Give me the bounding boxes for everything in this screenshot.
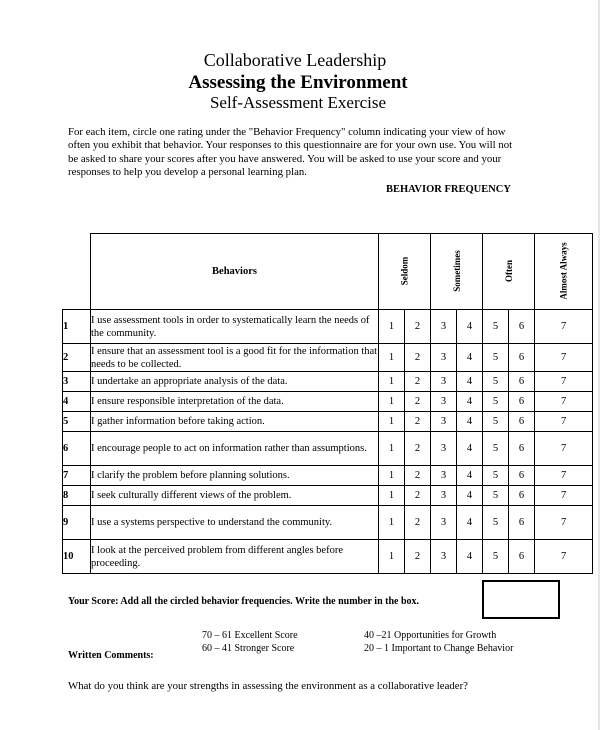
rating-option-2[interactable]: 2 (405, 432, 431, 466)
rating-option-1[interactable]: 1 (379, 506, 405, 540)
rating-option-3[interactable]: 3 (431, 412, 457, 432)
rating-option-6[interactable]: 6 (509, 392, 535, 412)
table-row (63, 344, 593, 372)
rating-option-3[interactable]: 3 (431, 540, 457, 574)
item-number: 1 (63, 310, 91, 344)
rating-option-7[interactable]: 7 (535, 486, 593, 506)
rating-option-7[interactable]: 7 (535, 432, 593, 466)
rating-option-1[interactable]: 1 (379, 372, 405, 392)
item-number: 9 (63, 506, 91, 540)
item-number: 6 (63, 432, 91, 466)
document-title: Collaborative Leadership (203, 50, 387, 70)
header-corner (63, 234, 91, 310)
table-row (63, 392, 593, 412)
scoring-key-item: 70 – 61 Excellent Score (202, 630, 298, 641)
rating-option-5[interactable]: 5 (483, 432, 509, 466)
behavior-description: I ensure responsible interpretation of the data. (91, 392, 379, 412)
item-number: 8 (63, 486, 91, 506)
rating-option-3[interactable]: 3 (431, 392, 457, 412)
rating-option-3[interactable]: 3 (431, 310, 457, 344)
rating-option-1[interactable]: 1 (379, 344, 405, 372)
rating-option-2[interactable]: 2 (405, 506, 431, 540)
instructions-line: responses to help you develop a personal learning plan. (68, 166, 307, 179)
rating-option-3[interactable]: 3 (431, 466, 457, 486)
scale-label-seldom: Seldom (399, 256, 410, 286)
item-number: 4 (63, 392, 91, 412)
rating-option-4[interactable]: 4 (457, 310, 483, 344)
item-number: 3 (63, 372, 91, 392)
assessment-table (62, 233, 593, 574)
behavior-description: I clarify the problem before planning solutions. (91, 466, 379, 486)
behavior-description: I gather information before taking action. (91, 412, 379, 432)
reflection-question: What do you think are your strengths in assessing the environment as a collaborative leader? (68, 680, 468, 692)
rating-option-7[interactable]: 7 (535, 344, 593, 372)
score-box[interactable] (482, 580, 560, 619)
rating-option-6[interactable]: 6 (509, 372, 535, 392)
scale-header-often (483, 234, 535, 310)
table-row (63, 506, 593, 540)
rating-option-5[interactable]: 5 (483, 344, 509, 372)
table-row (63, 486, 593, 506)
rating-option-1[interactable]: 1 (379, 540, 405, 574)
rating-option-5[interactable]: 5 (483, 372, 509, 392)
rating-option-7[interactable]: 7 (535, 506, 593, 540)
table-header-row (63, 234, 593, 310)
rating-option-2[interactable]: 2 (405, 372, 431, 392)
rating-option-6[interactable]: 6 (509, 344, 535, 372)
rating-option-3[interactable]: 3 (431, 432, 457, 466)
rating-option-3[interactable]: 3 (431, 372, 457, 392)
document-subtitle: Assessing the Environment (188, 72, 408, 93)
rating-option-7[interactable]: 7 (535, 412, 593, 432)
rating-option-5[interactable]: 5 (483, 540, 509, 574)
instructions-line: often you exhibit that behavior. Your responses to this questionnaire are for your own use. You will not (68, 139, 513, 152)
instructions (68, 126, 540, 180)
instructions-line: For each item, circle one rating under the "Behavior Frequency" column indicating your view of how (68, 126, 506, 138)
rating-option-6[interactable]: 6 (509, 486, 535, 506)
scoring-key-left (202, 629, 298, 655)
scoring-key-right (364, 629, 513, 655)
rating-option-1[interactable]: 1 (379, 466, 405, 486)
rating-option-6[interactable]: 6 (509, 540, 535, 574)
scale-label-often: Often (503, 260, 514, 282)
rating-option-2[interactable]: 2 (405, 412, 431, 432)
behavior-frequency-heading: BEHAVIOR FREQUENCY (386, 184, 511, 195)
rating-option-5[interactable]: 5 (483, 506, 509, 540)
behavior-description: I encourage people to act on information rather than assumptions. (91, 432, 379, 466)
rating-option-4[interactable]: 4 (457, 506, 483, 540)
behavior-description: I seek culturally different views of the problem. (91, 486, 379, 506)
rating-option-4[interactable]: 4 (457, 412, 483, 432)
rating-option-3[interactable]: 3 (431, 486, 457, 506)
rating-option-6[interactable]: 6 (509, 310, 535, 344)
scale-header-seldom (379, 234, 431, 310)
behaviors-header: Behaviors (91, 234, 379, 310)
behavior-description: I use assessment tools in order to systematically learn the needs of the community. (91, 310, 379, 344)
rating-option-7[interactable]: 7 (535, 466, 593, 486)
rating-option-7[interactable]: 7 (535, 392, 593, 412)
rating-option-7[interactable]: 7 (535, 540, 593, 574)
rating-option-5[interactable]: 5 (483, 466, 509, 486)
table-row (63, 540, 593, 574)
behavior-description: I use a systems perspective to understand the community. (91, 506, 379, 540)
rating-option-5[interactable]: 5 (483, 412, 509, 432)
instructions-line: be asked to share your scores after you have answered. You will be asked to use your score and your (68, 152, 502, 165)
rating-option-4[interactable]: 4 (457, 392, 483, 412)
rating-option-1[interactable]: 1 (379, 310, 405, 344)
rating-option-6[interactable]: 6 (509, 466, 535, 486)
item-number: 7 (63, 466, 91, 486)
rating-option-5[interactable]: 5 (483, 310, 509, 344)
rating-option-4[interactable]: 4 (457, 372, 483, 392)
rating-option-2[interactable]: 2 (405, 540, 431, 574)
table-row (63, 310, 593, 344)
rating-option-7[interactable]: 7 (535, 310, 593, 344)
rating-option-4[interactable]: 4 (457, 344, 483, 372)
rating-option-3[interactable]: 3 (431, 344, 457, 372)
behavior-description: I undertake an appropriate analysis of the data. (91, 372, 379, 392)
table-row (63, 372, 593, 392)
rating-option-3[interactable]: 3 (431, 506, 457, 540)
item-number: 10 (63, 540, 91, 574)
rating-option-4[interactable]: 4 (457, 540, 483, 574)
scale-label-almost-always: Almost Always (558, 242, 569, 300)
scoring-key-item: 40 –21 Opportunities for Growth (364, 630, 497, 641)
behavior-description: I ensure that an assessment tool is a good fit for the information that needs to be collected. (91, 345, 378, 370)
rating-option-1[interactable]: 1 (379, 486, 405, 506)
rating-option-4[interactable]: 4 (457, 466, 483, 486)
written-comments-label: Written Comments: (68, 650, 154, 661)
scale-header-almost-always (535, 234, 593, 310)
scoring-key-item: 60 – 41 Stronger Score (202, 643, 295, 654)
rating-option-4[interactable]: 4 (457, 486, 483, 506)
rating-option-5[interactable]: 5 (483, 486, 509, 506)
rating-option-6[interactable]: 6 (509, 506, 535, 540)
rating-option-2[interactable]: 2 (405, 344, 431, 372)
rating-option-5[interactable]: 5 (483, 392, 509, 412)
table-row (63, 466, 593, 486)
item-number: 2 (63, 344, 91, 372)
table-row (63, 432, 593, 466)
rating-option-2[interactable]: 2 (405, 486, 431, 506)
rating-option-7[interactable]: 7 (535, 372, 593, 392)
rating-option-2[interactable]: 2 (405, 310, 431, 344)
score-instruction: Your Score: Add all the circled behavior frequencies. Write the number in the box. (68, 596, 420, 607)
item-number: 5 (63, 412, 91, 432)
rating-option-1[interactable]: 1 (379, 392, 405, 412)
scale-label-sometimes: Sometimes (451, 250, 462, 292)
rating-option-1[interactable]: 1 (379, 412, 405, 432)
rating-option-2[interactable]: 2 (405, 466, 431, 486)
rating-option-6[interactable]: 6 (509, 432, 535, 466)
exercise-title: Self-Assessment Exercise (209, 93, 387, 112)
rating-option-2[interactable]: 2 (405, 392, 431, 412)
rating-option-1[interactable]: 1 (379, 432, 405, 466)
behavior-description: I look at the perceived problem from different angles before proceeding. (91, 540, 379, 574)
scoring-key-item: 20 – 1 Important to Change Behavior (364, 643, 514, 654)
rating-option-6[interactable]: 6 (509, 412, 535, 432)
scale-header-sometimes (431, 234, 483, 310)
table-row (63, 412, 593, 432)
rating-option-4[interactable]: 4 (457, 432, 483, 466)
